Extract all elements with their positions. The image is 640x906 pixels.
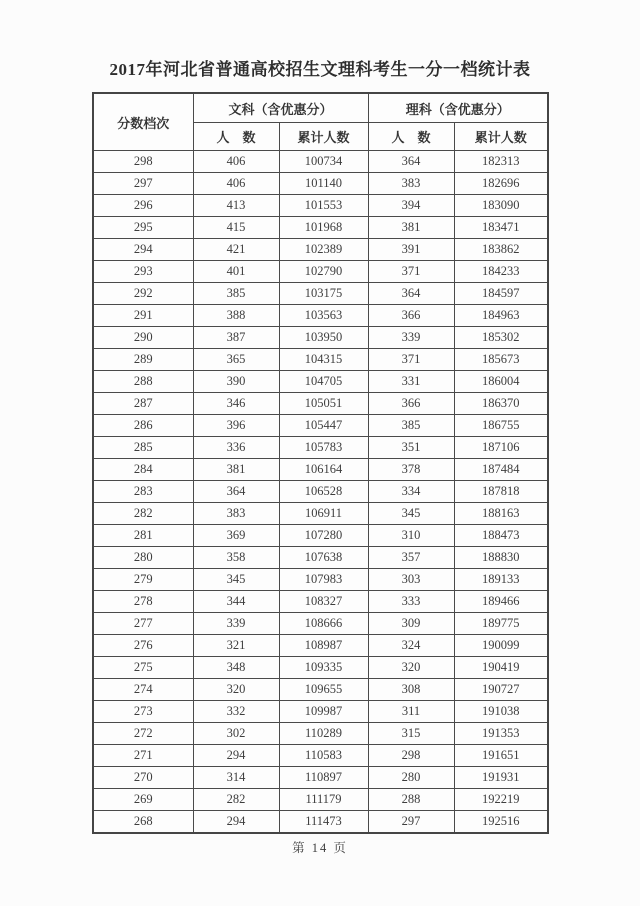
arts-count-cell: 406 [193,151,279,173]
science-cumulative-cell: 192219 [454,789,548,811]
science-count-cell: 383 [368,173,454,195]
science-cumulative-cell: 184233 [454,261,548,283]
arts-cumulative-cell: 104705 [279,371,368,393]
arts-cumulative-cell: 102790 [279,261,368,283]
score-level-cell: 268 [93,811,193,834]
score-distribution-table [92,92,549,834]
science-cumulative-cell: 182313 [454,151,548,173]
science-cumulative-cell: 191651 [454,745,548,767]
science-cumulative-cell: 183862 [454,239,548,261]
table-row [93,415,548,437]
arts-cumulative-cell: 110289 [279,723,368,745]
arts-cumulative-cell: 108327 [279,591,368,613]
arts-cumulative-cell: 110897 [279,767,368,789]
score-level-cell: 274 [93,679,193,701]
science-cumulative-cell: 187484 [454,459,548,481]
arts-count-cell: 320 [193,679,279,701]
score-level-cell: 278 [93,591,193,613]
arts-cumulative-cell: 109655 [279,679,368,701]
arts-count-cell: 345 [193,569,279,591]
science-count-cell: 371 [368,261,454,283]
science-cumulative-cell: 184597 [454,283,548,305]
arts-count-cell: 314 [193,767,279,789]
table-row [93,811,548,834]
arts-count-cell: 294 [193,811,279,834]
science-cumulative-cell: 190099 [454,635,548,657]
arts-count-cell: 421 [193,239,279,261]
science-cumulative-cell: 190727 [454,679,548,701]
score-level-cell: 272 [93,723,193,745]
score-level-cell: 288 [93,371,193,393]
arts-cumulative-cell: 103175 [279,283,368,305]
science-count-cell: 391 [368,239,454,261]
arts-count-column-header: 人 数 [193,123,279,151]
score-level-cell: 298 [93,151,193,173]
table-row [93,283,548,305]
table-row [93,393,548,415]
arts-count-cell: 365 [193,349,279,371]
score-level-cell: 270 [93,767,193,789]
arts-cumulative-cell: 106164 [279,459,368,481]
arts-cumulative-cell: 102389 [279,239,368,261]
score-level-cell: 297 [93,173,193,195]
science-cumulative-cell: 191931 [454,767,548,789]
science-count-column-header: 人 数 [368,123,454,151]
arts-count-cell: 346 [193,393,279,415]
table-row [93,349,548,371]
arts-group-header: 文科（含优惠分） [193,93,368,123]
table-row [93,195,548,217]
arts-count-cell: 294 [193,745,279,767]
table-row [93,789,548,811]
arts-cumulative-cell: 107638 [279,547,368,569]
science-cumulative-cell: 189775 [454,613,548,635]
header-row-groups [93,93,548,123]
science-count-cell: 311 [368,701,454,723]
score-level-cell: 273 [93,701,193,723]
science-count-cell: 303 [368,569,454,591]
table-row [93,613,548,635]
arts-cumulative-cell: 111473 [279,811,368,834]
arts-cumulative-cell: 108666 [279,613,368,635]
science-count-cell: 320 [368,657,454,679]
score-level-cell: 290 [93,327,193,349]
table-body [93,151,548,834]
science-count-cell: 385 [368,415,454,437]
science-count-cell: 288 [368,789,454,811]
score-level-cell: 284 [93,459,193,481]
arts-count-cell: 358 [193,547,279,569]
score-level-cell: 289 [93,349,193,371]
score-level-cell: 277 [93,613,193,635]
table-row [93,569,548,591]
science-cumulative-cell: 183090 [454,195,548,217]
score-level-cell: 292 [93,283,193,305]
score-level-cell: 280 [93,547,193,569]
table-row [93,481,548,503]
table-row [93,217,548,239]
score-level-cell: 276 [93,635,193,657]
score-level-cell: 286 [93,415,193,437]
science-count-cell: 334 [368,481,454,503]
arts-count-cell: 413 [193,195,279,217]
science-count-cell: 298 [368,745,454,767]
science-cumulative-cell: 183471 [454,217,548,239]
score-level-cell: 281 [93,525,193,547]
score-level-cell: 296 [93,195,193,217]
arts-cumulative-column-header: 累计人数 [279,123,368,151]
score-level-cell: 283 [93,481,193,503]
science-cumulative-cell: 192516 [454,811,548,834]
science-cumulative-column-header: 累计人数 [454,123,548,151]
science-cumulative-cell: 191353 [454,723,548,745]
arts-cumulative-cell: 101553 [279,195,368,217]
science-group-header: 理科（含优惠分） [368,93,548,123]
arts-cumulative-cell: 105447 [279,415,368,437]
arts-cumulative-cell: 104315 [279,349,368,371]
table-row [93,503,548,525]
science-count-cell: 381 [368,217,454,239]
table-row [93,657,548,679]
table-row [93,371,548,393]
arts-count-cell: 364 [193,481,279,503]
arts-count-cell: 406 [193,173,279,195]
arts-cumulative-cell: 103563 [279,305,368,327]
science-cumulative-cell: 188830 [454,547,548,569]
table-row [93,261,548,283]
page-number: 第 14 页 [292,841,348,855]
science-cumulative-cell: 186370 [454,393,548,415]
arts-count-cell: 332 [193,701,279,723]
arts-cumulative-cell: 106528 [279,481,368,503]
table-header [93,93,548,151]
science-cumulative-cell: 189133 [454,569,548,591]
science-count-cell: 357 [368,547,454,569]
arts-cumulative-cell: 105783 [279,437,368,459]
science-cumulative-cell: 188163 [454,503,548,525]
science-count-cell: 297 [368,811,454,834]
table-row [93,459,548,481]
arts-count-cell: 388 [193,305,279,327]
score-level-cell: 285 [93,437,193,459]
science-cumulative-cell: 186755 [454,415,548,437]
science-count-cell: 345 [368,503,454,525]
arts-cumulative-cell: 101140 [279,173,368,195]
table-row [93,305,548,327]
science-cumulative-cell: 185302 [454,327,548,349]
score-level-cell: 295 [93,217,193,239]
science-count-cell: 366 [368,393,454,415]
score-level-cell: 287 [93,393,193,415]
arts-count-cell: 381 [193,459,279,481]
table-row [93,723,548,745]
score-level-cell: 282 [93,503,193,525]
science-count-cell: 364 [368,151,454,173]
arts-count-cell: 396 [193,415,279,437]
arts-count-cell: 387 [193,327,279,349]
science-count-cell: 351 [368,437,454,459]
arts-cumulative-cell: 105051 [279,393,368,415]
science-count-cell: 394 [368,195,454,217]
arts-count-cell: 385 [193,283,279,305]
score-level-column-header: 分数档次 [93,93,193,151]
arts-cumulative-cell: 111179 [279,789,368,811]
table-row [93,767,548,789]
arts-cumulative-cell: 110583 [279,745,368,767]
science-cumulative-cell: 191038 [454,701,548,723]
arts-cumulative-cell: 101968 [279,217,368,239]
science-count-cell: 280 [368,767,454,789]
table-row [93,745,548,767]
arts-count-cell: 415 [193,217,279,239]
arts-count-cell: 369 [193,525,279,547]
arts-count-cell: 339 [193,613,279,635]
science-count-cell: 310 [368,525,454,547]
score-level-cell: 279 [93,569,193,591]
table-row [93,437,548,459]
arts-cumulative-cell: 103950 [279,327,368,349]
score-level-cell: 275 [93,657,193,679]
arts-cumulative-cell: 106911 [279,503,368,525]
science-cumulative-cell: 184963 [454,305,548,327]
science-count-cell: 331 [368,371,454,393]
science-count-cell: 324 [368,635,454,657]
science-count-cell: 333 [368,591,454,613]
score-level-cell: 294 [93,239,193,261]
table-row [93,151,548,173]
science-cumulative-cell: 189466 [454,591,548,613]
table-row [93,327,548,349]
science-cumulative-cell: 190419 [454,657,548,679]
science-count-cell: 366 [368,305,454,327]
arts-count-cell: 344 [193,591,279,613]
science-count-cell: 378 [368,459,454,481]
table-row [93,173,548,195]
science-cumulative-cell: 188473 [454,525,548,547]
arts-count-cell: 383 [193,503,279,525]
arts-count-cell: 321 [193,635,279,657]
arts-count-cell: 401 [193,261,279,283]
table-row [93,525,548,547]
science-cumulative-cell: 182696 [454,173,548,195]
score-level-cell: 271 [93,745,193,767]
arts-count-cell: 302 [193,723,279,745]
arts-cumulative-cell: 100734 [279,151,368,173]
science-count-cell: 371 [368,349,454,371]
arts-count-cell: 348 [193,657,279,679]
arts-count-cell: 336 [193,437,279,459]
arts-cumulative-cell: 108987 [279,635,368,657]
table-row [93,547,548,569]
science-count-cell: 364 [368,283,454,305]
science-cumulative-cell: 186004 [454,371,548,393]
arts-cumulative-cell: 107280 [279,525,368,547]
arts-count-cell: 390 [193,371,279,393]
table-row [93,239,548,261]
arts-count-cell: 282 [193,789,279,811]
science-count-cell: 315 [368,723,454,745]
science-count-cell: 339 [368,327,454,349]
science-count-cell: 309 [368,613,454,635]
table-row [93,635,548,657]
score-level-cell: 293 [93,261,193,283]
science-cumulative-cell: 187106 [454,437,548,459]
table-row [93,679,548,701]
table-row [93,591,548,613]
score-level-cell: 269 [93,789,193,811]
science-count-cell: 308 [368,679,454,701]
page-title: 2017年河北省普通高校招生文理科考生一分一档统计表 [109,60,531,79]
table-row [93,701,548,723]
arts-cumulative-cell: 107983 [279,569,368,591]
science-cumulative-cell: 185673 [454,349,548,371]
arts-cumulative-cell: 109335 [279,657,368,679]
science-cumulative-cell: 187818 [454,481,548,503]
arts-cumulative-cell: 109987 [279,701,368,723]
score-level-cell: 291 [93,305,193,327]
